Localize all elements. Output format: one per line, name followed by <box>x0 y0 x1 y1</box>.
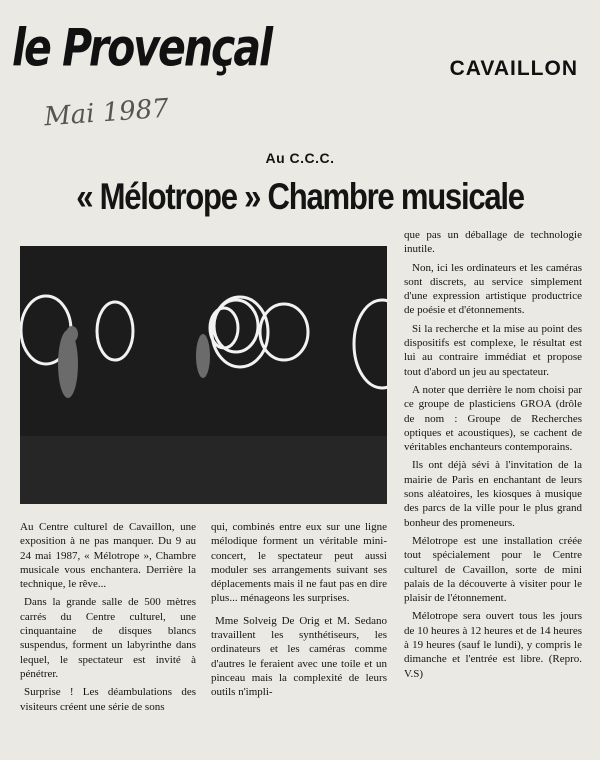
paragraph: Mélotrope est une installation créée tout spécialement pour le Centre culturel de Cavaillon, sorte de mini palais de la découverte à visiter pour le plaisir de l'étonnement. <box>404 534 582 605</box>
paragraph: qui, combinés entre eux sur une ligne mélodique forment un véritable mini-concert, le spectateur peut aussi moduler ses arrangements suivant ses déplacements mais il ne faut pas en dire plus... ménageons les surprises. <box>211 521 387 605</box>
paragraph: Surprise ! Les déambulations des visiteurs créent une série de sons <box>20 686 196 713</box>
article-photo <box>20 246 387 504</box>
article-kicker: Au C.C.C. <box>265 150 335 166</box>
article-headline: « Mélotrope » Chambre musicale <box>76 176 524 217</box>
article-column-1 <box>20 520 196 718</box>
article-column-2 <box>211 520 387 704</box>
paragraph: Au Centre culturel de Cavaillon, une exposition à ne pas manquer. Du 9 au 24 mai 1987, « Mélotrope », Chambre musicale vous enchantera. Derrière la technique, le rêve... <box>20 521 196 591</box>
paragraph: Mme Solveig De Orig et M. Sedano travaillent les synthétiseurs, les ordinateurs et les caméras comme d'autres le feraient avec une toile et un pinceau mais la complexité de leurs outils n'impli- <box>211 614 387 699</box>
section-city: CAVAILLON <box>449 57 578 80</box>
article-column-3 <box>404 228 582 685</box>
paragraph: Mélotrope sera ouvert tous les jours de 10 heures à 12 heures et de 14 heures à 19 heures (sauf le lundi), y compris le dimanche et l'entrée est libre. (Repro. V.S) <box>404 610 582 680</box>
paragraph: que pas un déballage de technologie inutile. <box>404 229 582 256</box>
paragraph: Si la recherche et la mise au point des dispositifs est complexe, le résultat est lui au contraire immédiat et propose tout d'abord un jeu au spectateur. <box>404 322 582 378</box>
paragraph: Non, ici les ordinateurs et les caméras sont discrets, au service simplement d'une expression artistique productrice de poésie et d'étonnements. <box>404 261 582 317</box>
paragraph: Ils ont déjà sévi à l'invitation de la mairie de Paris en enchantant de leurs sons aléatoires, les kiosques à musique des parcs de la ville pour le plus grand bonheur des promeneurs. <box>404 459 582 529</box>
newspaper-logo: le Provençal <box>12 18 272 78</box>
paragraph: A noter que derrière le nom choisi par ce groupe de plasticiens GROA (drôle de nom : Groupe de Recherches optiques et acoustiques), se cachent de véritables enchanteurs contemporains. <box>404 383 582 454</box>
paragraph: Dans la grande salle de 500 mètres carrés du Centre culturel, une cinquantaine de disques blancs suspendus, forment un labyrinthe dans lequel, le spectateur est invité à pénétrer. <box>20 596 196 680</box>
photo-discs-illustration <box>20 246 387 504</box>
handwritten-date: Mai 1987 <box>43 93 170 133</box>
